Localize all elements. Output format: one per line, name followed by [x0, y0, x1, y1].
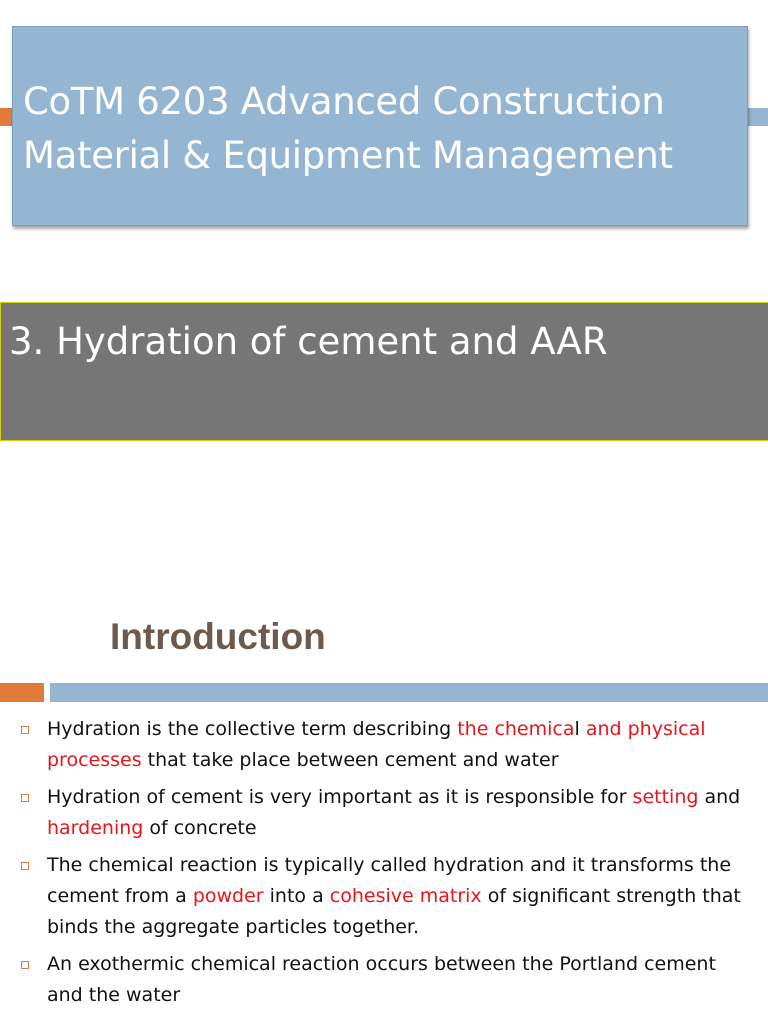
square-bullet-icon [21, 862, 29, 870]
course-title-line-2: Material & Equipment Management [23, 134, 673, 177]
subtitle-box [0, 302, 768, 441]
course-title [23, 75, 749, 183]
list-item [0, 714, 768, 776]
title-box [12, 26, 748, 226]
bullet-highlight: cohesive matrix [329, 885, 482, 907]
bullet-text: that take place between cement and water [141, 749, 559, 771]
bullet-text: An exothermic chemical reaction occurs between the Portland cement and the water [47, 953, 716, 1006]
bullet-highlight: hardening [47, 817, 144, 839]
bullet-text: l [574, 718, 586, 740]
heading-blue-bar [50, 683, 768, 702]
bullet-highlight: setting [632, 786, 699, 808]
bullet-text: of significant strength that binds the aggregate particles together. [47, 885, 741, 938]
course-title-line-1: CoTM 6203 Advanced Construction [23, 80, 665, 123]
bullet-text: The chemical reaction is typically called hydration and it transforms the cement from a [47, 854, 732, 907]
square-bullet-icon [21, 961, 29, 969]
list-item [0, 949, 768, 1011]
heading-orange-bar [0, 683, 44, 702]
bullet-text: of concrete [143, 817, 257, 839]
bullet-highlight: and physical processes [47, 718, 706, 771]
title-right-accent-bar [748, 108, 768, 126]
bullet-text: into a [263, 885, 330, 907]
list-item [0, 782, 768, 844]
square-bullet-icon [21, 726, 29, 734]
bullet-highlight: powder [192, 885, 264, 907]
bullet-text: Hydration is the collective term describing [47, 718, 458, 740]
bullet-text: Hydration of cement is very important as it is responsible for [47, 786, 633, 808]
bullet-highlight: the chemica [457, 718, 575, 740]
bullet-text: and [698, 786, 741, 808]
bullet-list [0, 714, 768, 1017]
list-item [0, 850, 768, 943]
lecture-subtitle: 3. Hydration of cement and AAR [9, 320, 608, 363]
section-heading: Introduction [110, 616, 326, 657]
square-bullet-icon [21, 794, 29, 802]
